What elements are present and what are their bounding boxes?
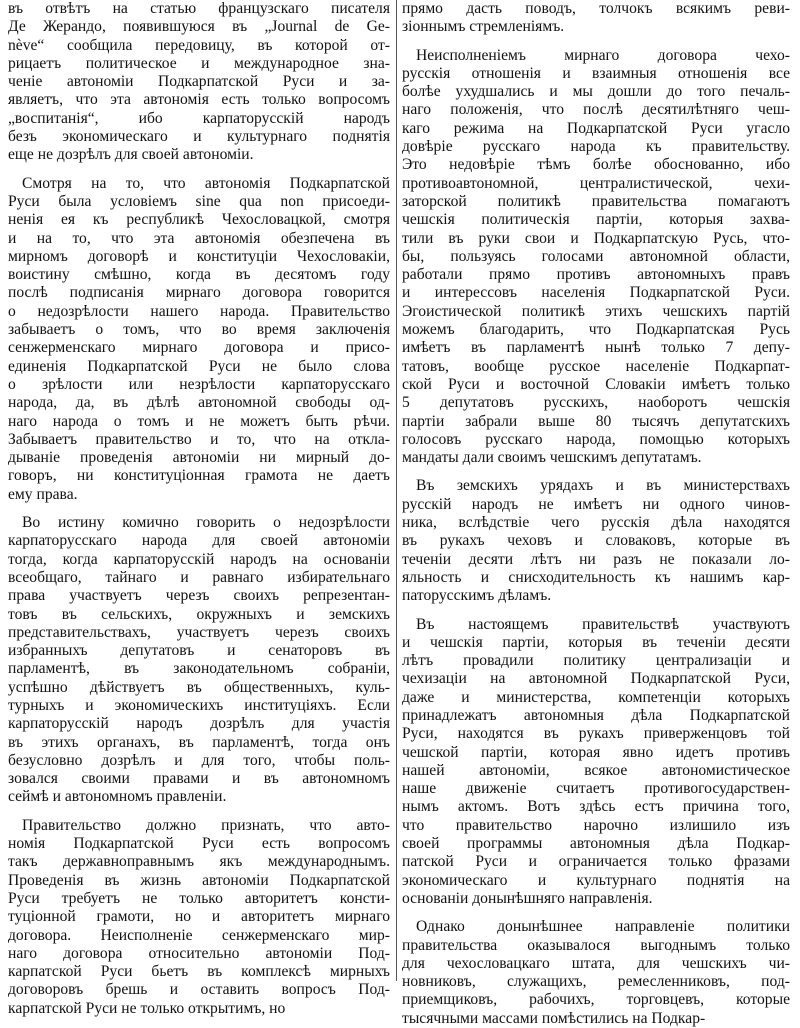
text-line: и чешскія партіи, которыя въ теченіи десяти <box>402 633 790 651</box>
text-line: сенжерменскаго мирнаго договора и присо- <box>8 339 390 357</box>
text-line: карпаторусскаго народа для своей автономіи <box>8 532 390 550</box>
text-line: новниковъ, служащихъ, ремесленниковъ, под- <box>402 973 790 991</box>
text-line: чешскія политическія партіи, которыя захва- <box>402 211 790 229</box>
text-line: успѣшно дѣйствуетъ въ общественныхъ, куль- <box>8 678 390 696</box>
text-line: русскія отношенія и взаимныя отношенія все <box>402 64 790 82</box>
text-line: ему права. <box>8 485 78 503</box>
text-line: ской Руси и восточной Словакіи имѣетъ только <box>402 375 790 393</box>
text-line: бы, пользуясь голосами автономной области, <box>402 247 790 265</box>
text-line: прямо дасть поводъ, толчокъ всякимъ реви- <box>402 0 790 17</box>
text-line: являетъ, что эта автономія есть только вопросомъ <box>8 91 390 109</box>
text-line: наго положенія, что послѣ десятилѣтняго чеш- <box>402 101 790 119</box>
text-line: Неисполненіемъ мирнаго договора чехо- <box>416 46 790 64</box>
text-line: заторской политикѣ правительства помагаютъ <box>402 192 790 210</box>
text-line: партіи забрали выше 80 тысячъ депутатскихъ <box>402 412 790 430</box>
text-line: наго народа о томъ и не можетъ быть рѣчи. <box>8 412 390 430</box>
text-line: всеобщаго, тайнаго и равнаго избирательнаго <box>8 568 390 586</box>
column-divider <box>396 0 397 981</box>
text-line: приемщиковъ, рабочихъ, торговцевъ, которые <box>402 991 790 1009</box>
text-line: Де Жерандо, появившуюся въ „Journal de Ge- <box>8 18 390 36</box>
text-line: въ рукахъ чеховъ и словаковъ, которые въ <box>402 532 790 550</box>
text-line: тили въ руки свои и Подкарпатскую Русь, что- <box>402 229 790 247</box>
text-line: забываетъ о томъ, что во время заключенія <box>8 321 390 339</box>
paragraph-gap <box>402 467 790 477</box>
text-line: карпатской Руси не только открытимъ, но <box>8 999 286 1017</box>
text-line: воистину смѣшно, когда въ десятомъ году <box>8 266 390 284</box>
text-line: Это недовѣріе тѣмъ болѣе обоснованно, ибо <box>402 156 790 174</box>
text-line: наго договора относительно автономіи Под- <box>8 944 390 962</box>
text-line: правительства оказывалося выгоднымъ только <box>402 936 790 954</box>
text-line: послѣ подписанія мирнаго договора говорится <box>8 284 390 302</box>
paragraph-gap <box>402 37 790 47</box>
text-line: тогда, когда карпаторусскій народъ на основаніи <box>8 550 390 568</box>
right-paragraph <box>402 616 790 909</box>
text-line: въ этихъ органахъ, въ парламентѣ, тогда онъ <box>8 733 390 751</box>
text-line: карпаторусскій народъ дозрѣлъ для участія <box>8 715 390 733</box>
text-line: въ отвѣтъ на статью французскаго писателя <box>8 0 390 17</box>
text-line: имѣетъ въ парламентѣ нынѣ только 7 депу- <box>402 339 790 357</box>
text-line: лѣтъ провадили политику централизаціи и <box>402 652 790 670</box>
text-line: и интерессовъ населенія Подкарпатской Руси. <box>402 284 790 302</box>
text-line: что правительство нарочно излишило изъ <box>402 816 790 834</box>
text-line: Правительство должно признать, что авто- <box>22 816 390 834</box>
text-line: товъ въ сельскихъ, окружныхъ и земскихъ <box>8 605 390 623</box>
text-line: карпатской Руси бьетъ въ комплексѣ мирныхъ <box>8 963 390 981</box>
text-line: говоръ, ни конституціонная грамота не даетъ <box>8 467 390 485</box>
text-line: болѣе ухудшались и мы дошли до того печаль- <box>402 83 790 101</box>
left-paragraph <box>8 0 390 165</box>
text-line: сеймѣ и автономномъ правленіи. <box>8 788 227 806</box>
left-paragraph <box>8 514 390 807</box>
left-column <box>8 0 390 1018</box>
text-line: мандаты дали своимъ чешскимъ депутатамъ. <box>402 449 702 467</box>
text-line: Забываетъ правительство и то, что на откла- <box>8 430 390 448</box>
text-line: яльность и снисходительность къ нашимъ кар- <box>402 568 790 586</box>
text-line: Во истину комично говорить о недозрѣлости <box>22 514 390 532</box>
text-line: безусловно дозрѣлъ и для того, чтобы поль- <box>8 751 390 769</box>
paragraph-gap <box>402 606 790 616</box>
text-line: избранныхъ депутатовъ и сенаторовъ въ <box>8 642 390 660</box>
text-line: о зрѣлости или незрѣлости карпаторусскаго <box>8 375 390 393</box>
text-line: Однако донынѣшнее направленіе политики <box>416 918 790 936</box>
text-line: русскій народъ не имѣетъ ни одного чинов- <box>402 495 790 513</box>
text-line: принадлежатъ автономныя дѣла Подкарпатской <box>402 706 790 724</box>
text-line: Руси, находятся въ рукахъ приверженцовъ той <box>402 725 790 743</box>
text-line: татовъ, вообще русское населеніе Подкарпат- <box>402 357 790 375</box>
text-line: nève“ сообщила передовицу, въ которой от- <box>8 36 390 54</box>
text-line: ника, вслѣдствіе чего русскія дѣла находятся <box>402 514 790 532</box>
text-line: дываніе проведенія автономіи ни мирный до- <box>8 449 390 467</box>
text-line: представительствахъ, участвуетъ черезъ своихъ <box>8 623 390 641</box>
text-line: туціонной грамоти, но и авторитетъ мирнаго <box>8 908 390 926</box>
left-paragraph <box>8 175 390 504</box>
text-line: чехизаціи на автономной Подкарпатской Руси, <box>402 670 790 688</box>
text-line: Эгоистической политикѣ этихъ чешскихъ партій <box>402 302 790 320</box>
text-line: договора. Неисполненіе сенжерменскаго мир- <box>8 926 390 944</box>
text-line: Руси была условіемъ sine qua non присоеди- <box>8 192 390 210</box>
text-line: зовался своими правами и въ автономномъ <box>8 770 390 788</box>
text-line: Руси требуетъ не только авторитетъ консти- <box>8 889 390 907</box>
text-line: о недозрѣлости нашего народа. Правительство <box>8 302 390 320</box>
text-line: можемъ благодарить, что Подкарпатская Русь <box>402 321 790 339</box>
text-line: голосовъ русскаго народа, помощью которыхъ <box>402 430 790 448</box>
text-line: рицаетъ политическое и международное зна- <box>8 54 390 72</box>
text-line: Въ настоящемъ правительствѣ участвуютъ <box>416 615 790 633</box>
text-line: основаніи донынѣшняго направленія. <box>402 889 653 907</box>
text-line: противоавтономной, централистической, чехи- <box>402 174 790 192</box>
text-line: ненія ея къ республикѣ Чехословацкой, смотря <box>8 211 390 229</box>
right-paragraph <box>402 47 790 468</box>
text-line: чешской партіи, которая явно идетъ противъ <box>402 743 790 761</box>
text-line: „воспитанія“, ибо карпаторусскій народъ <box>8 109 390 127</box>
right-column <box>402 0 790 1028</box>
text-line: нашей автономіи, всякое автономистическое <box>402 761 790 779</box>
left-paragraph <box>8 817 390 1018</box>
text-line: народа, да, въ дѣлѣ автономной свободы од- <box>8 394 390 412</box>
text-line: для чехословацкаго штата, для чешскихъ чи- <box>402 954 790 972</box>
text-line: такъ державноправнымъ якъ международнымъ. <box>8 853 390 871</box>
text-line: наше движеніе считаетъ противогосударствен- <box>402 780 790 798</box>
text-line: паторусскимъ дѣламъ. <box>402 587 552 605</box>
text-line: парламентѣ, въ законодательномъ собраніи, <box>8 660 390 678</box>
text-line: довѣріе русскаго народа къ правительству. <box>402 138 790 156</box>
text-line: еще не дозрѣлъ для своей автономіи. <box>8 146 254 164</box>
paragraph-gap <box>402 908 790 918</box>
paragraph-gap <box>8 807 390 817</box>
text-line: своей программы автономныя дѣла Подкар- <box>402 835 790 853</box>
paragraph-gap <box>8 504 390 514</box>
text-line: Смотря на то, что автономія Подкарпатской <box>22 174 390 192</box>
text-line: 5 депутатовъ русскихъ, наоборотъ чешскія <box>402 394 790 412</box>
text-line: договоровъ брешь и оставить вопросъ Под- <box>8 981 390 999</box>
text-line: ченіе автономіи Подкарпатской Руси и за- <box>8 73 390 91</box>
text-line: номія Подкарпатской Руси есть вопросомъ <box>8 835 390 853</box>
text-line: безъ экономическаго и культурнаго поднятія <box>8 128 390 146</box>
text-line: и на то, что эта автономія обезпечена въ <box>8 229 390 247</box>
text-line: Въ земскихъ урядахъ и въ министерствахъ <box>416 477 790 495</box>
text-line: мирномъ договорѣ и конституціи Чехословакіи, <box>8 247 390 265</box>
text-line: экономическаго и культурнаго поднятія на <box>402 871 790 889</box>
text-line: работали прямо противъ автономныхъ правъ <box>402 266 790 284</box>
text-line: единенія Подкарпатской Руси не было слова <box>8 357 390 375</box>
right-paragraph <box>402 0 790 37</box>
text-line: патской Руси и ограничается только фразами <box>402 853 790 871</box>
text-line: нымъ актомъ. Вотъ здѣсь естъ причина того, <box>402 798 790 816</box>
text-line: права участвуетъ черезъ своихъ репрезентан- <box>8 587 390 605</box>
text-line: тысячными массами помѣстились на Подкар- <box>402 1009 706 1027</box>
right-paragraph <box>402 918 790 1028</box>
paragraph-gap <box>8 165 390 175</box>
text-line: зіоннымъ стремленіямъ. <box>402 18 565 36</box>
text-line: турныхъ и экономическихъ институціяхъ. Если <box>8 696 390 714</box>
text-line: Проведенія въ жизнь автономіи Подкарпатской <box>8 871 390 889</box>
text-line: даже и министерства, компетенціи которыхъ <box>402 688 790 706</box>
text-line: каго режима на Подкарпатской Руси угасло <box>402 119 790 137</box>
right-paragraph <box>402 477 790 605</box>
text-line: теченіи десяти лѣтъ ни разъ не показали ло- <box>402 550 790 568</box>
